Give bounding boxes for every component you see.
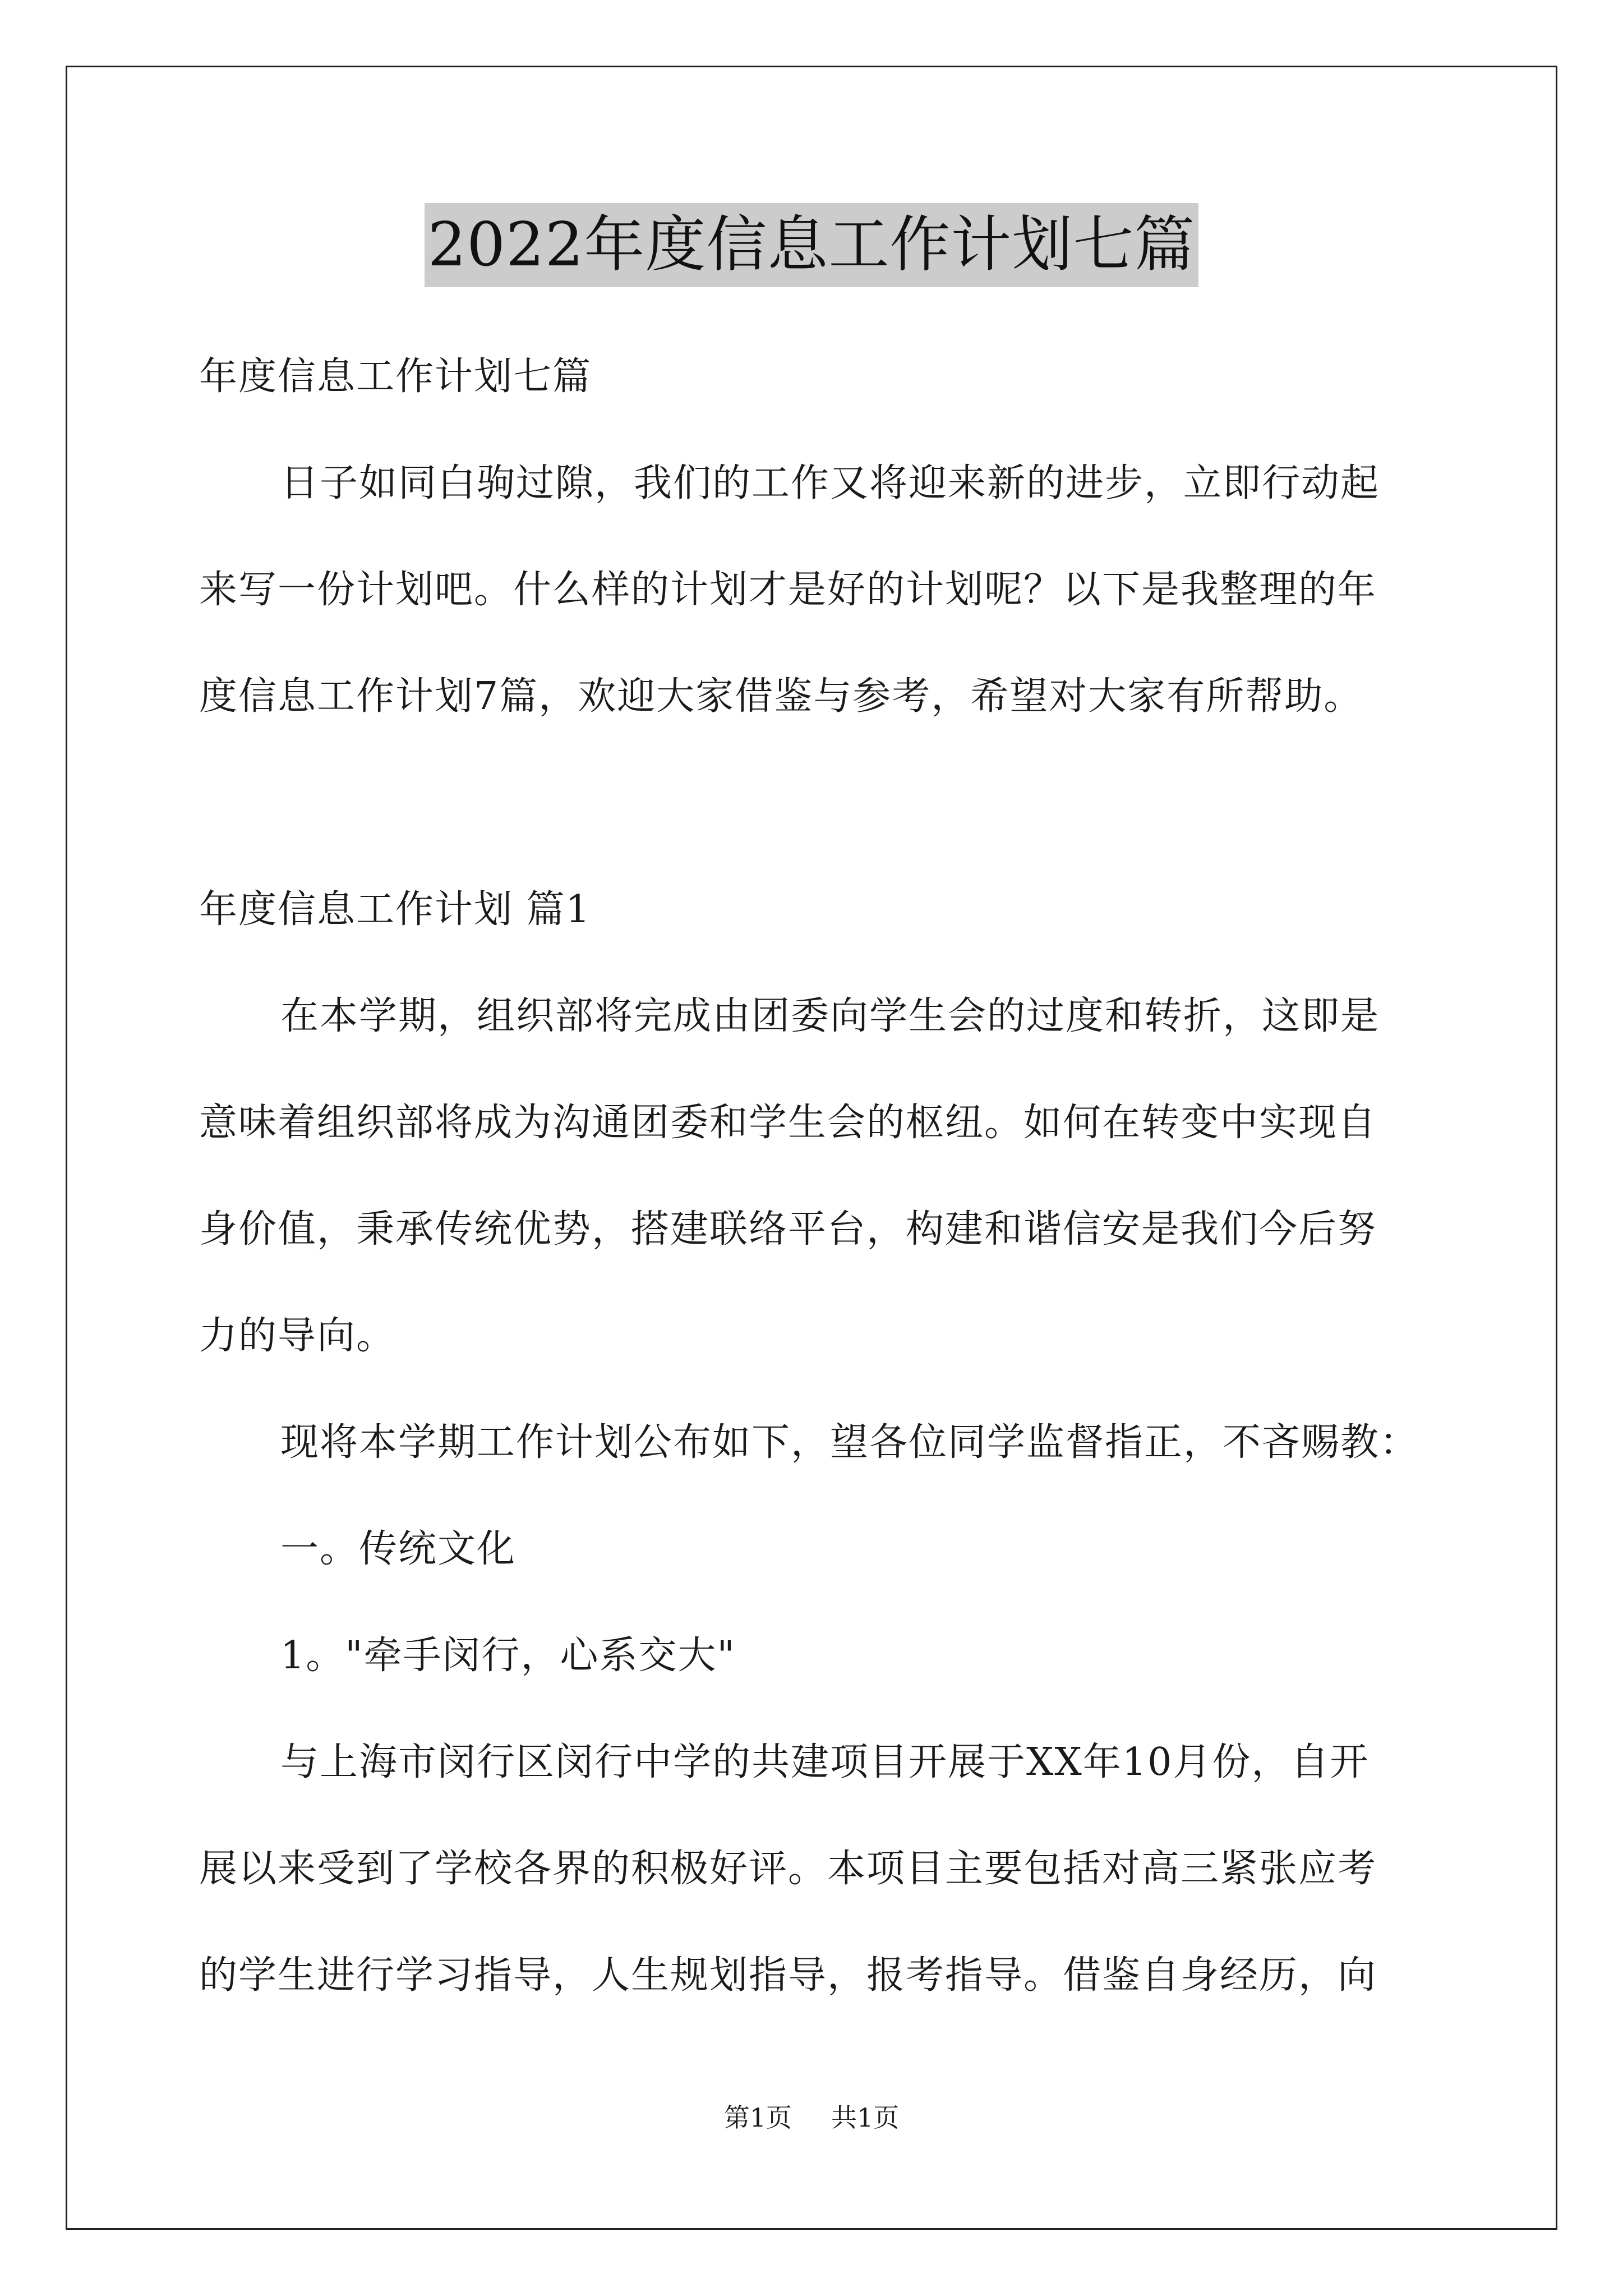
intro-line-1: 日子如同白驹过隙，我们的工作又将迎来新的进步，立即行动起	[280, 461, 1380, 505]
page-footer	[0, 2101, 1623, 2134]
intro-line-2: 来写一份计划吧。什么样的计划才是好的计划呢？以下是我整理的年	[199, 568, 1377, 612]
subitem-heading: 1。"牵手闵行，心系交大"	[280, 1634, 736, 1678]
paragraph-3-line-1: 与上海市闵行区闵行中学的共建项目开展于XX年10月份，自开	[280, 1740, 1370, 1784]
page-number: 第1页	[723, 2102, 792, 2133]
paragraph-3-line-3: 的学生进行学习指导，人生规划指导，报考指导。借鉴自身经历，向	[199, 1953, 1377, 1998]
paragraph-1-line-3: 身价值，秉承传统优势，搭建联络平台，构建和谐信安是我们今后努	[199, 1207, 1377, 1251]
document-subtitle: 年度信息工作计划七篇	[199, 355, 592, 399]
paragraph-1-line-2: 意味着组织部将成为沟通团委和学生会的枢纽。如何在转变中实现自	[199, 1101, 1377, 1145]
title-container	[0, 203, 1623, 287]
intro-line-3: 度信息工作计划7篇，欢迎大家借鉴与参考，希望对大家有所帮助。	[199, 674, 1363, 719]
paragraph-1-line-1: 在本学期，组织部将完成由团委向学生会的过度和转折，这即是	[280, 994, 1380, 1038]
paragraph-3-line-2: 展以来受到了学校各界的积极好评。本项目主要包括对高三紧张应考	[199, 1847, 1377, 1891]
page-total: 共1页	[831, 2102, 900, 2133]
paragraph-2: 现将本学期工作计划公布如下，望各位同学监督指正，不吝赐教：	[280, 1420, 1419, 1465]
document-title: 2022年度信息工作计划七篇	[425, 203, 1199, 287]
item-heading: 一。传统文化	[280, 1527, 517, 1571]
section-heading: 年度信息工作计划 篇1	[199, 887, 591, 932]
paragraph-1-line-4: 力的导向。	[199, 1314, 396, 1358]
